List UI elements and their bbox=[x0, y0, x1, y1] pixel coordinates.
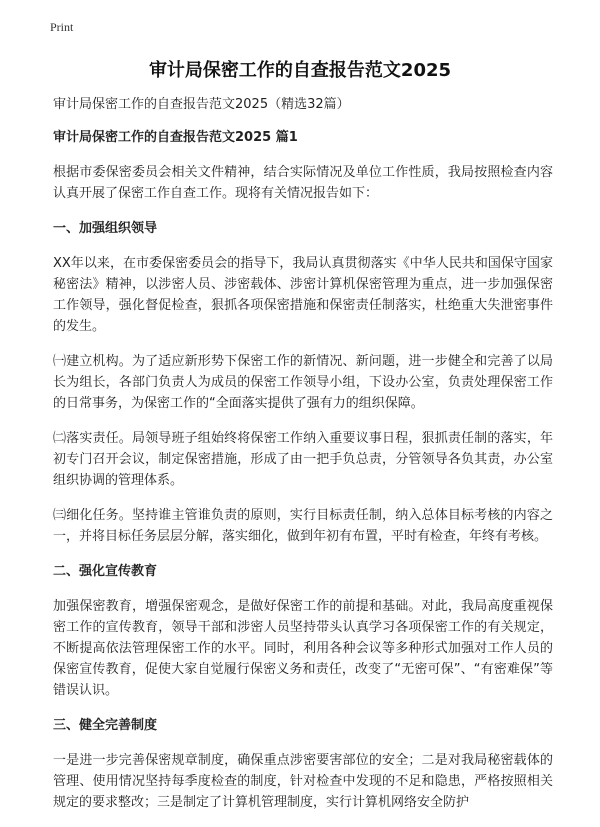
heading-education: 二、强化宣传教育 bbox=[53, 564, 158, 579]
paragraph-5: 加强保密教育，增强保密观念，是做好保密工作的前提和基础。对此，我局高度重视保密工作的宣传教育，领导干部和涉密人员坚持带头认真学习各项保密工作的有关规定，不断提高依法管理保密工作的水平。同时，利用各种会议等多种形式加强对工作人员的保密宣传教育，促使大家自觉履行保密义务和责任，改变了“无密可保”、“有密难保”等错误认识。 bbox=[53, 599, 553, 698]
paragraph-1: XX年以来，在市委保密委员会的指导下，我局认真贯彻落实《中华人民共和国保守国家秘密法》精神，以涉密人员、涉密载体、涉密计算机保密管理为重点，进一步加强保密工作领导，强化督促检查，狠抓各项保密措施和保密责任制落实，杜绝重大失泄密事件的发生。 bbox=[53, 256, 553, 334]
document-body bbox=[53, 94, 553, 827]
heading-system: 三、健全完善制度 bbox=[53, 718, 158, 733]
paragraph-4: ㈢细化任务。坚持谁主管谁负责的原则，实行目标责任制，纳入总体目标考核的内容之一，并将目标任务层层分解，落实细化，做到年初有布置，平时有检查，年终有考核。 bbox=[53, 508, 553, 544]
paragraph-2: ㈠建立机构。为了适应新形势下保密工作的新情况、新问题，进一步健全和完善了以局长为组长，各部门负责人为成员的保密工作领导小组，下设办公室，负责处理保密工作的日常事务，为保密工作的“全面落实提供了强有力的组织保障。 bbox=[53, 354, 553, 411]
page-title: 审计局保密工作的自查报告范文2025 bbox=[148, 60, 452, 81]
section-title: 审计局保密工作的自查报告范文2025 篇1 bbox=[53, 130, 298, 145]
paragraph-3: ㈡落实责任。局领导班子组始终将保密工作纳入重要议事日程，狠抓责任制的落实，年初专门召开会议，制定保密措施，形成了由一把手负总责，分管领导各负其责，办公室组织协调的管理体系。 bbox=[53, 431, 553, 488]
heading-organization: 一、加强组织领导 bbox=[53, 221, 158, 236]
document-subtitle: 审计局保密工作的自查报告范文2025（精选32篇） bbox=[53, 97, 350, 112]
intro-paragraph: 根据市委保密委员会相关文件精神，结合实际情况及单位工作性质，我局按照检查内容认真开展了保密工作自查工作。现将有关情况报告如下： bbox=[53, 165, 553, 201]
print-label: Print bbox=[50, 20, 74, 34]
paragraph-6: 一是进一步完善保密规章制度，确保重点涉密要害部位的安全；二是对我局秘密载体的管理、使用情况坚持每季度检查的制度，针对检查中发现的不足和隐患，严格按照相关规定的要求整改；三是制定了计算机管理制度，实行计算机网络安全防护 bbox=[53, 753, 553, 810]
